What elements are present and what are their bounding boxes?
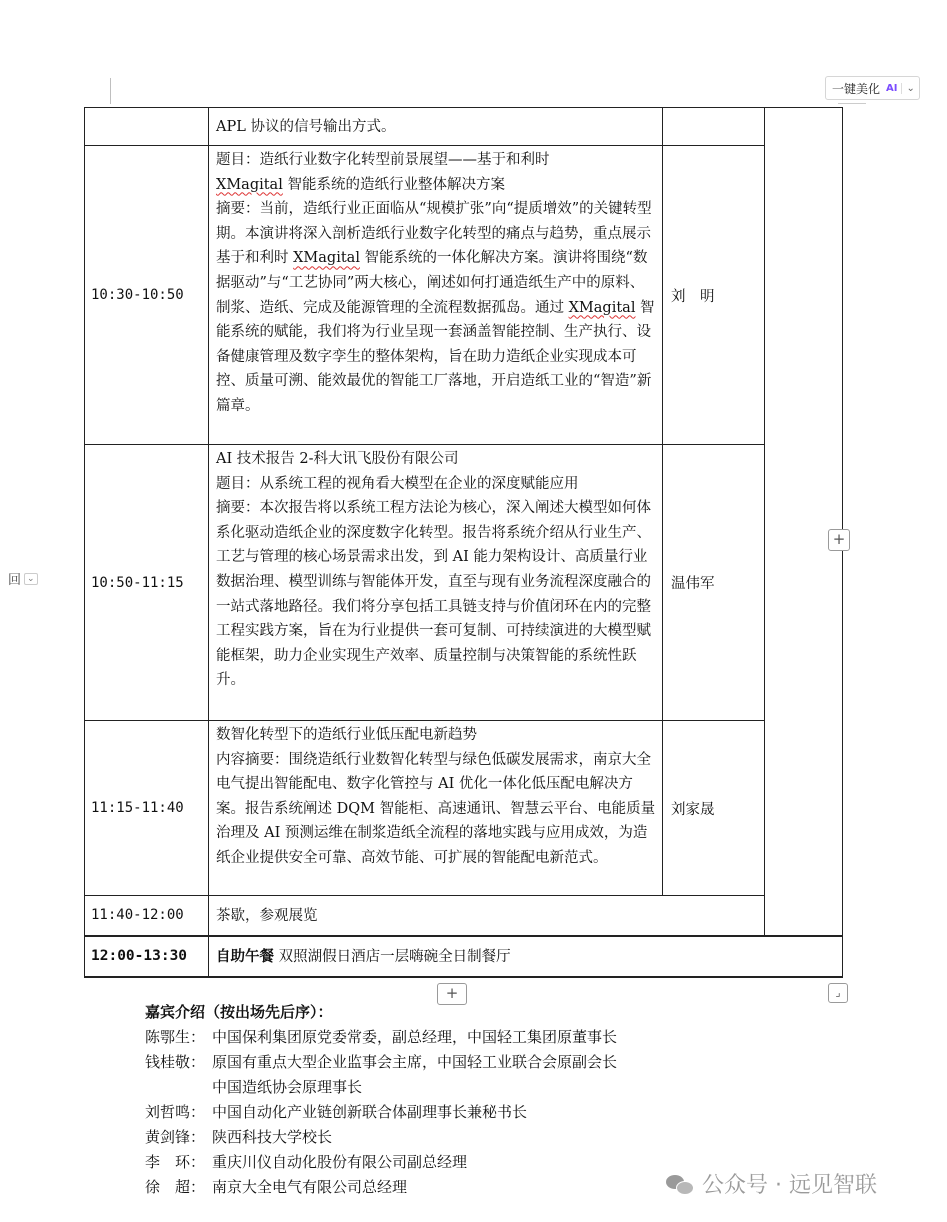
time-cell: 11:15-11:40 [85, 721, 209, 896]
content-cell [209, 108, 663, 146]
row-handle[interactable] [8, 569, 38, 588]
lunch-place: 双照湖假日酒店一层嗨碗全日制餐厅 [274, 948, 511, 965]
ai-badge-icon: AI [886, 82, 898, 94]
add-column-button[interactable]: + [828, 529, 850, 551]
talk-title: 数智化转型下的造纸行业低压配电新趋势 [216, 727, 477, 743]
abstract-text: 摘要：当前，造纸行业正面临从“规模扩张”向“提质增效”的关键转型期。本演讲将深入剖析造纸行业数字化转型的痛点与趋势，重点展示基于和利时 [216, 201, 652, 267]
table-row [85, 146, 843, 445]
abstract-text: 内容摘要：围绕造纸行业数智化转型与绿色低碳发展需求，南京大全电气提出智能配电、数字化管控与 AI 优化一体化低压配电解决方案。报告系统阐述 DQM 智能柜、高速通讯、智慧云平台、电能质量治理及 AI 预测运维在制浆造纸全流程的落地实践与应用成效，为造纸企业提供安全可靠、高效节能、可扩展的智能配电新范式。 [216, 751, 656, 866]
chevron-down-icon[interactable]: ⌄ [24, 573, 38, 585]
brand-name: XMagital [568, 299, 636, 316]
abstract-text: 摘要：本次报告将以系统工程方法论为核心，深入阐述大模型如何体系化驱动造纸企业的深度数字化转型。报告将系统介绍从行业生产、工艺与管理的核心场景需求出发，到 AI 能力架构设计、高质量行业数据治理、模型训练与智能体开发，直至与现有业务流程深度融合的一站式落地路径。我们将分享包括工具链支持与价值闭环在内的完整工程实践方案，旨在为行业提供一套可复制、可持续演进的大模型赋能框架，助力企业实现生产效率、质量控制与决策智能的系统性跃升。 [216, 500, 651, 689]
add-row-button[interactable]: + [437, 983, 467, 1005]
brand-name: XMagital [293, 250, 360, 267]
table-row [85, 108, 843, 146]
talk-title-cont: 智能系统的造纸行业整体解决方案 [282, 176, 505, 193]
list-item: 陈鄂生： 中国保利集团原党委常委，副总经理，中国轻工集团原董事长 [145, 1028, 618, 1046]
time-cell: 10:30-10:50 [85, 146, 209, 445]
talk-title: 题目：造纸行业数字化转型前景展望——基于和利时 [216, 152, 550, 168]
speaker-cell: 温伟军 [663, 445, 765, 721]
list-item: 钱桂敬： 原国有重点大型企业监事会主席，中国轻工业联合会原副会长 [145, 1053, 618, 1071]
beautify-label: 一键美化 [832, 81, 881, 96]
guest-title: 嘉宾介绍（按出场先后序）： [145, 1003, 333, 1021]
talk-title: 题目：从系统工程的视角看大模型在企业的深度赋能应用 [216, 475, 579, 492]
resize-table-icon[interactable]: ⌟ [828, 983, 848, 1003]
chevron-down-icon[interactable]: ⌄ [901, 83, 914, 94]
session-header: AI 技术报告 2-科大讯飞股份有限公司 [216, 451, 459, 467]
extra-cell [765, 108, 843, 936]
time-cell: 12:00-13:30 [85, 936, 209, 977]
guest-intro [145, 1000, 617, 1200]
content-cell [209, 445, 663, 721]
wechat-icon [666, 1173, 694, 1195]
watermark-text: 公众号 · 远见智联 [702, 1173, 877, 1198]
list-item: 徐 超： 南京大全电气有限公司总经理 [145, 1178, 408, 1196]
cell-text: APL 协议的信号输出方式。 [216, 119, 396, 136]
time-cell: 10:50-11:15 [85, 445, 209, 721]
brand-name: XMagital [216, 176, 283, 193]
table-row [85, 936, 843, 977]
list-item: 李 环： 重庆川仪自动化股份有限公司副总经理 [145, 1153, 468, 1171]
beautify-underline [838, 103, 866, 104]
table-row [85, 445, 843, 721]
abstract-text: 智能系统的一体化解决方案。演讲将围绕“数据驱动”与“工艺协同”两大核心，阐述如何打通造纸生产中的原料、制浆、造纸、完成及能源管理的全流程数据孤岛。通过 [216, 250, 648, 316]
speaker-cell [663, 108, 765, 146]
time-cell [85, 108, 209, 146]
speaker-cell: 刘 明 [663, 146, 765, 445]
content-cell: 茶歇，参观展览 [209, 896, 765, 936]
table-row [85, 896, 843, 936]
list-item-cont: 中国造纸协会原理事长 [212, 1078, 363, 1096]
abstract-text: 智能系统的赋能，我们将为行业呈现一套涵盖智能控制、生产执行、设备健康管理及数字孪生的整体架构，旨在助力造纸企业实现成本可控、质量可溯、能效最优的智能工厂落地，开启造纸工业的“智造”新篇章。 [216, 299, 655, 414]
list-item: 黄剑锋： 陕西科技大学校长 [145, 1128, 333, 1146]
margin-mark [110, 78, 111, 104]
lunch-label: 自助午餐 [216, 947, 274, 965]
table-row [85, 721, 843, 896]
agenda-table [84, 107, 843, 978]
speaker-cell: 刘家晟 [663, 721, 765, 896]
content-cell [209, 146, 663, 445]
content-cell [209, 936, 843, 977]
time-cell: 11:40-12:00 [85, 896, 209, 936]
watermark [666, 1168, 877, 1199]
row-handle-icon: 回 [8, 573, 22, 588]
list-item: 刘哲鸣： 中国自动化产业链创新联合体副理事长兼秘书长 [145, 1103, 528, 1121]
beautify-button[interactable] [825, 76, 920, 100]
content-cell [209, 721, 663, 896]
